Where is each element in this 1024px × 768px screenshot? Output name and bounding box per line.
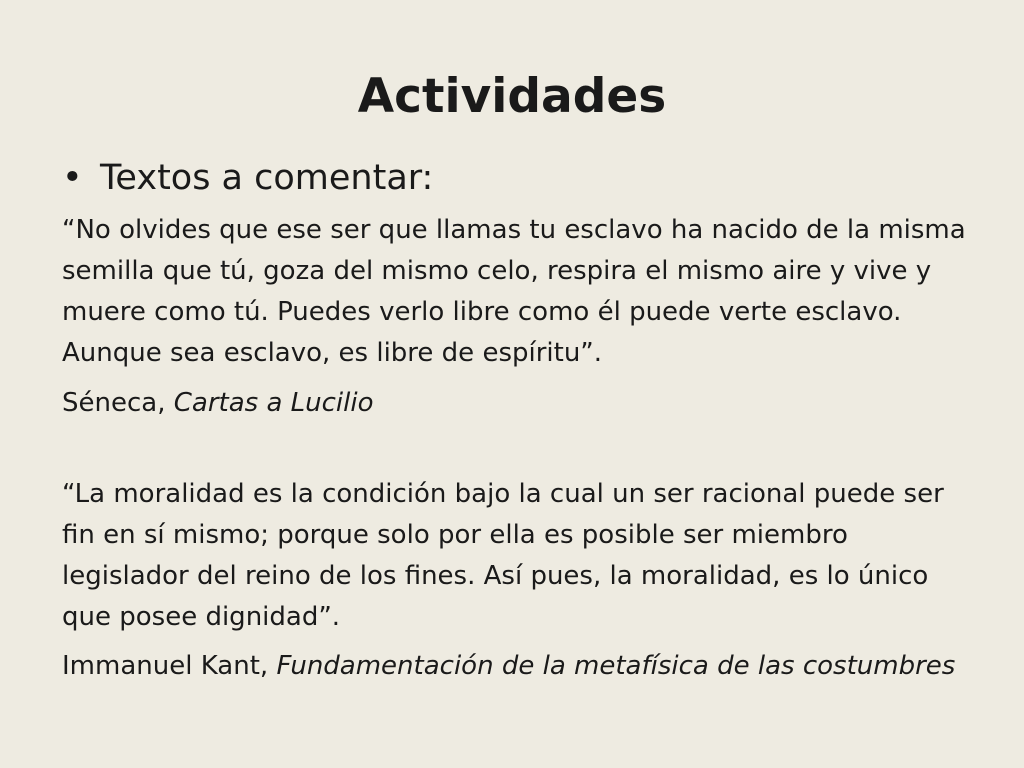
work-title: Fundamentación de la metafísica de las costumbres bbox=[276, 651, 956, 681]
quote-seneca: “No olvides que ese ser que llamas tu esclavo ha nacido de la misma semilla que tú, goza del mismo celo, respira el mismo aire y vive y muere como tú. Puedes verlo libre como él puede verte esclavo. Aunque sea esclavo, es libre de espíritu”. bbox=[62, 215, 966, 368]
bullet-text: Textos a comentar: bbox=[100, 158, 434, 198]
slide-title: Actividades bbox=[357, 69, 667, 124]
attribution-seneca bbox=[62, 383, 982, 424]
bullet-item bbox=[62, 153, 433, 203]
attribution-kant bbox=[62, 646, 982, 687]
author-name: Immanuel Kant, bbox=[62, 651, 277, 681]
bullet-icon: • bbox=[62, 158, 83, 198]
quote-kant: “La moralidad es la condición bajo la cual un ser racional puede ser fin en sí mismo; porque solo por ella es posible ser miembro legislador del reino de los fines. Así pues, la moralidad, es lo único que posee dignidad”. bbox=[62, 479, 944, 632]
author-name: Séneca, bbox=[62, 388, 174, 418]
work-title: Cartas a Lucilio bbox=[173, 388, 374, 418]
